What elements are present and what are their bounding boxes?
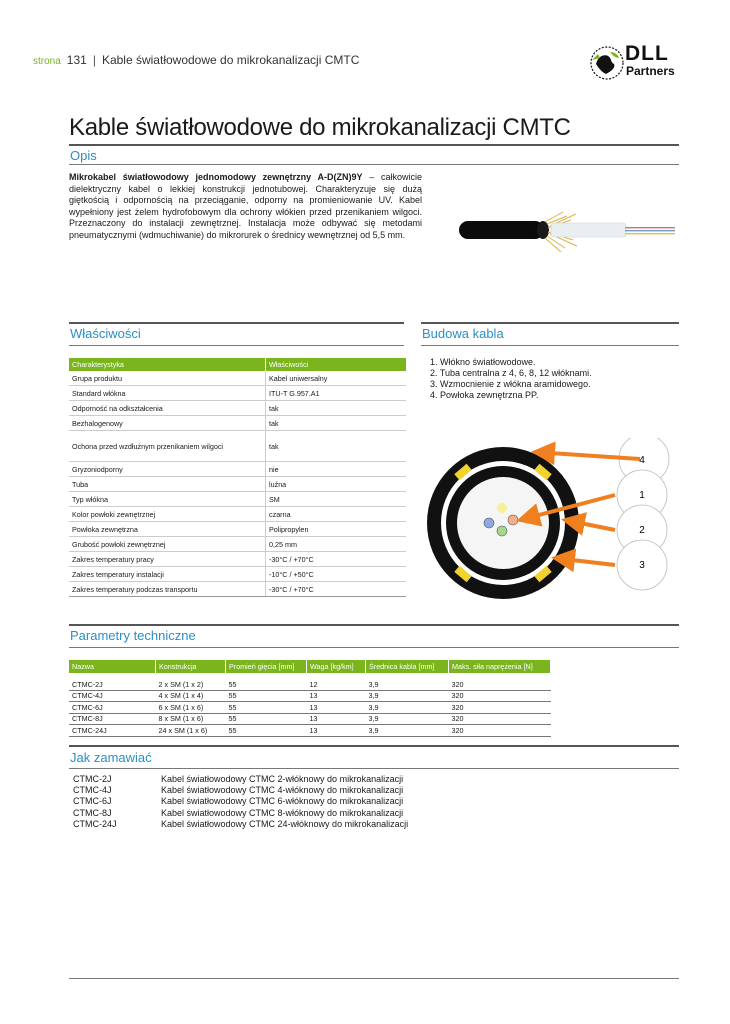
callout-label: 1 [639,490,645,501]
property-value: luźna [266,477,407,492]
divider [421,345,679,346]
description-lead: Mikrokabel światłowodowy jednomodowy zewnętrzny A-D(ZN)9Y [69,172,363,182]
order-description: Kabel światłowodowy CTMC 6-włóknowy do mikrokanalizacji [161,796,404,807]
callout-label: 4 [639,455,645,466]
section-heading-zamawianie: Jak zamawiać [70,750,152,765]
order-code: CTMC-2J [73,774,112,784]
property-value: SM [266,492,407,507]
list-item [73,796,408,807]
property-name: Odporność na odkształcenia [69,401,266,416]
divider [69,322,404,324]
property-value: ITU-T G.957.A1 [266,386,407,401]
order-description: Kabel światłowodowy CTMC 4-włóknowy do mikrokanalizacji [161,785,404,796]
globe-icon [588,42,626,84]
cell: 55 [226,713,307,725]
fiber [497,526,507,536]
property-name: Powłoka zewnętrzna [69,522,266,537]
property-name: Ochona przed wzdłużnym przenikaniem wilgoci [69,431,266,462]
section-heading-budowa: Budowa kabla [422,326,504,341]
divider [69,647,679,648]
column-header: Charakterystyka [69,358,266,371]
fiber [484,518,494,528]
order-code: CTMC-4J [73,785,112,796]
property-name: Kolor powłoki zewnętrznej [69,507,266,522]
cell: 55 [226,702,307,714]
property-name: Zakres temperatury instalacji [69,567,266,582]
table-row [69,371,406,386]
table-row [69,702,551,714]
cell: CTMC-24J [69,725,156,737]
divider [69,144,679,146]
divider [69,768,679,769]
cell: 320 [449,713,551,725]
order-code: CTMC-24J [73,818,117,829]
cable-illustration [455,208,685,254]
cell: 3,9 [366,679,449,690]
cell: CTMC-4J [69,690,156,702]
column-header: Średnica kabla [mm] [366,660,449,673]
order-description: Kabel światłowodowy CTMC 2-włóknowy do mikrokanalizacji [161,774,404,784]
parameters-table [69,660,551,737]
property-value: Polipropylen [266,522,407,537]
footer-divider [69,978,679,979]
property-value: 0,25 mm [266,537,407,552]
table-row [69,690,551,702]
table-row [69,582,406,597]
column-header: Właściwości [266,358,407,371]
cell: 12 [307,679,366,690]
table-row [69,431,406,462]
cell: 320 [449,725,551,737]
callout-label: 2 [639,525,645,536]
list-item [73,819,408,830]
divider [69,624,679,626]
cell: 13 [307,713,366,725]
cell: 24 x SM (1 x 6) [156,725,226,737]
cell: 3,9 [366,702,449,714]
table-row [69,522,406,537]
property-value: czarna [266,507,407,522]
section-heading-wlasciwosci: Właściwości [70,326,141,341]
table-row [69,477,406,492]
property-name: Typ włókna [69,492,266,507]
divider [421,322,679,324]
cell: 3,9 [366,690,449,702]
divider [69,745,679,747]
description [69,172,422,241]
table-row [69,416,406,431]
cell: CTMC-6J [69,702,156,714]
order-description: Kabel światłowodowy CTMC 24-włóknowy do mikrokanalizacji [161,818,409,829]
column-header: Promień gięcia [mm] [226,660,307,673]
property-name: Grubość powłoki zewnętrznej [69,537,266,552]
description-body: – całkowicie dielektryczny kabel o lekkiej konstrukcji jednotubowej. Charakteryzuje się dużą giętkością i odpornością na przeciąganie, odporny na promieniowanie UV. Kabel wypełniony jest żelem hydrofobowym dla ochrony włókien przed przenikaniem wilgoci. Przeznaczony do instalacji zewnętrznej. Instalacja może odbywać się metodami pneumatycznymi (wdmuchiwanie) do mikrorurek o średnicy wewnętrznej od 5,5 mm. [69,172,422,240]
property-name: Gryzoniodporny [69,462,266,477]
section-heading-parametry: Parametry techniczne [70,628,196,643]
central-tube [457,477,549,569]
list-item: 1. Włókno światłowodowe. [430,357,536,367]
property-value: -30°C / +70°C [266,552,407,567]
list-item [73,785,408,796]
header-separator: | [92,53,96,67]
list-item [73,808,408,819]
order-description: Kabel światłowodowy CTMC 8-włóknowy do mikrokanalizacji [161,807,404,818]
cell: 3,9 [366,725,449,737]
cell: 320 [449,702,551,714]
cell: 13 [307,702,366,714]
property-value: nie [266,462,407,477]
property-name: Standard włókna [69,386,266,401]
cell: 13 [307,725,366,737]
cell: 320 [449,690,551,702]
page-word: strona [33,56,61,67]
order-list [73,774,408,830]
column-header: Konstrukcja [156,660,226,673]
table-row [69,507,406,522]
divider [69,164,679,165]
cable-cross-section-diagram [425,438,715,608]
table-row [69,679,551,690]
page-title: Kable światłowodowe do mikrokanalizacji CMTC [69,114,571,141]
property-name: Bezhalogenowy [69,416,266,431]
order-code: CTMC-8J [73,807,112,818]
column-header: Waga [kg/km] [307,660,366,673]
logo-sub: Partners [626,64,675,78]
cell: 13 [307,690,366,702]
table-row [69,567,406,582]
cell: 320 [449,679,551,690]
page-number: 131 [66,53,87,67]
cell: 55 [226,725,307,737]
property-value: -10°C / +50°C [266,567,407,582]
table-row [69,725,551,737]
logo-brand: DLL [625,42,669,65]
list-item: 3. Wzmocnienie z włókna aramidowego. [430,379,591,389]
dll-logo [588,40,698,85]
build-list [430,357,592,401]
property-value: tak [266,416,407,431]
fiber [497,503,507,513]
table-row [69,537,406,552]
column-header: Maks. siła naprężenia [N] [449,660,551,673]
cell: CTMC-8J [69,713,156,725]
cell: 8 x SM (1 x 6) [156,713,226,725]
table-row [69,401,406,416]
properties-table [69,358,406,597]
table-row [69,492,406,507]
list-item: 2. Tuba centralna z 4, 6, 8, 12 włóknami. [430,368,592,378]
property-name: Grupa produktu [69,371,266,386]
divider [69,345,404,346]
cell: 3,9 [366,713,449,725]
cell: CTMC-2J [69,679,156,690]
list-item [73,774,408,785]
header-section-title: Kable światłowodowe do mikrokanalizacji CMTC [101,53,360,67]
table-row [69,713,551,725]
order-code: CTMC-6J [73,796,112,807]
cell: 55 [226,679,307,690]
table-header-row [69,358,406,371]
cell: 2 x SM (1 x 2) [156,679,226,690]
property-value: -30°C / +70°C [266,582,407,597]
table-header-row [69,660,551,673]
callout-label: 3 [639,560,645,571]
cell: 55 [226,690,307,702]
page-header [33,53,359,67]
property-value: tak [266,401,407,416]
property-value: tak [266,431,407,462]
table-row [69,386,406,401]
fiber [508,515,518,525]
property-name: Zakres temperatury podczas transportu [69,582,266,597]
property-name: Tuba [69,477,266,492]
table-row [69,462,406,477]
table-row [69,552,406,567]
cell: 4 x SM (1 x 4) [156,690,226,702]
section-heading-opis: Opis [70,148,97,163]
property-name: Zakres temperatury pracy [69,552,266,567]
property-value: Kabel uniwersalny [266,371,407,386]
column-header: Nazwa [69,660,156,673]
cell: 6 x SM (1 x 6) [156,702,226,714]
list-item: 4. Powłoka zewnętrzna PP. [430,390,539,400]
